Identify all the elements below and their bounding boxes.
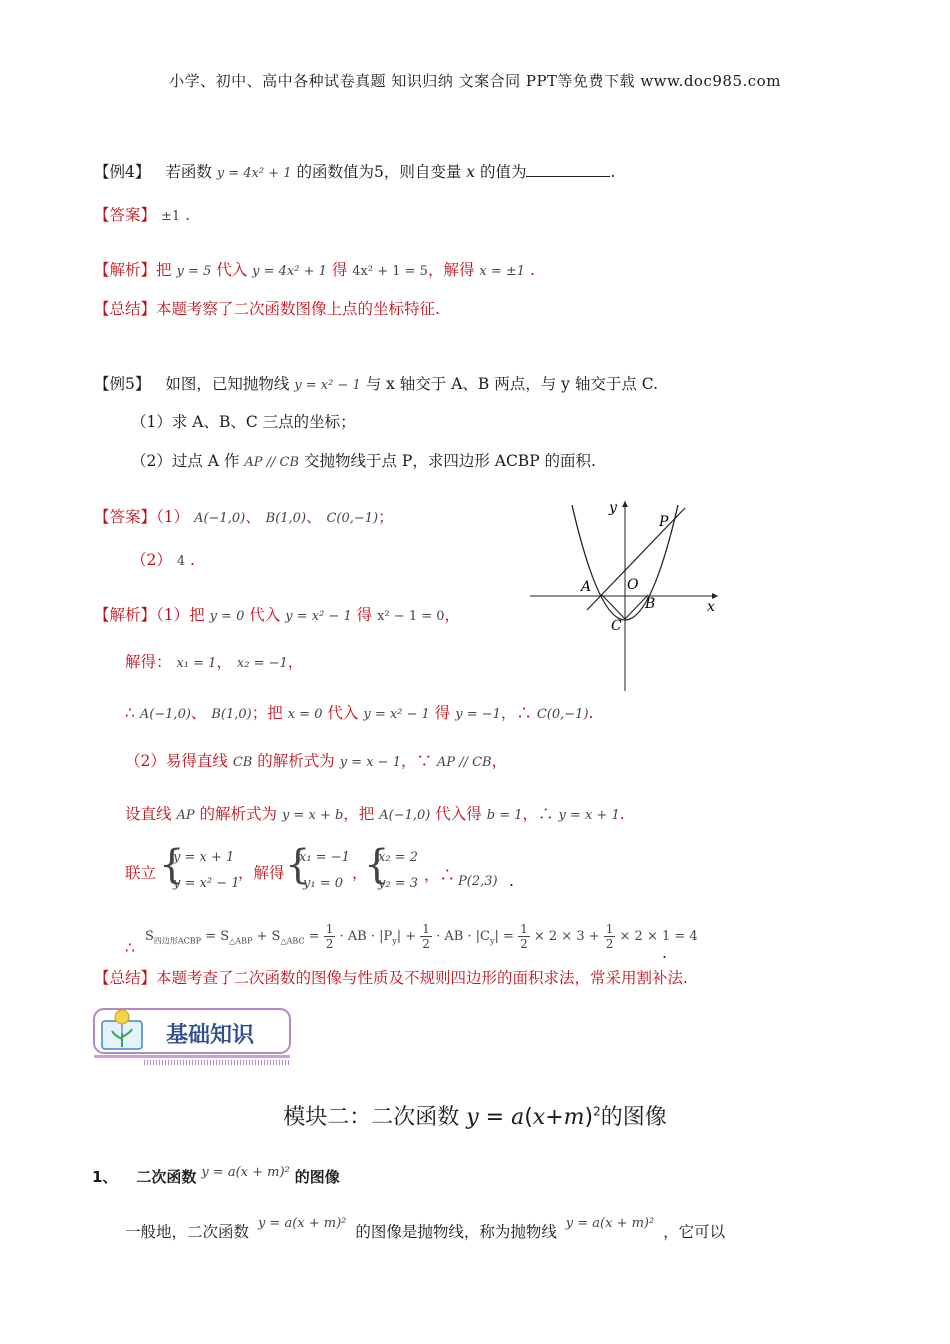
page-header: 小学、初中、高中各种试卷真题 知识归纳 文案合同 PPT等免费下载 www.doc985.com xyxy=(169,72,781,90)
math: ) xyxy=(584,1105,594,1130)
text: 代入 xyxy=(327,704,359,722)
module-title xyxy=(0,1100,950,1131)
math: △ABP xyxy=(229,936,253,946)
math: x₂ = −1 xyxy=(236,656,288,671)
end: ； xyxy=(378,508,394,526)
math: ( xyxy=(524,1105,533,1130)
label-C: C xyxy=(611,618,622,634)
comma: ， xyxy=(352,864,368,882)
root1-y: y₁ = 0 xyxy=(303,876,343,891)
solution-5-line2 xyxy=(125,651,303,675)
math: S xyxy=(145,929,154,944)
text: ， xyxy=(444,606,461,624)
fraction-half xyxy=(420,922,432,951)
answer-blank xyxy=(526,160,610,177)
ex5-label: 【例5】 xyxy=(94,375,151,393)
math: y = x + b xyxy=(281,808,344,823)
ans5-C: C(0,−1) xyxy=(326,511,379,526)
text: 、 xyxy=(190,704,207,722)
ex4-text: 若函数 xyxy=(165,163,212,181)
text: 二次函数 xyxy=(136,1168,197,1186)
sol4-eq4: x = ±1 xyxy=(479,264,526,279)
ans5-part2-value: 4 xyxy=(176,554,186,569)
answer-5 xyxy=(94,506,394,530)
label-O: O xyxy=(627,577,639,593)
point-P: P(2,3) xyxy=(458,874,498,889)
section-number: 1、 xyxy=(92,1168,118,1186)
solution-5-line6-label: 联立 xyxy=(125,864,157,882)
sol4-end: . xyxy=(530,261,535,279)
ex5-q2-text: （2）过点 A 作 xyxy=(131,452,240,470)
sol4-eq1: y = 5 xyxy=(176,264,212,279)
math: y xyxy=(392,936,397,946)
text: ， xyxy=(287,653,304,671)
den: 2 xyxy=(605,937,614,951)
brace-left: { xyxy=(159,842,185,888)
text: 设直线 xyxy=(125,805,172,823)
math: y = x − 1 xyxy=(339,755,401,770)
text: 的解析式为 xyxy=(257,752,335,770)
text: ， xyxy=(216,653,232,671)
math: + S xyxy=(252,929,281,944)
text: 的图像 xyxy=(600,1105,667,1130)
system-eq2: y = x² − 1 xyxy=(173,876,240,891)
math: x xyxy=(532,1105,546,1130)
sol5-label: 【解析】 xyxy=(94,606,157,624)
root2-y: y₂ = 3 xyxy=(378,876,418,891)
math: b = 1 xyxy=(486,808,523,823)
text: 的图像是抛物线，称为抛物线 xyxy=(355,1223,557,1241)
text: 一般地，二次函数 xyxy=(125,1223,250,1241)
math: × 2 × 3 + xyxy=(533,929,600,944)
math: × 2 × 1 = 4 xyxy=(619,929,698,944)
solve-text: ，解得 xyxy=(238,864,285,882)
banner-ruler xyxy=(144,1060,290,1065)
root1-x: x₁ = −1 xyxy=(299,850,350,865)
parabola-figure xyxy=(525,495,725,695)
text: 得 xyxy=(356,606,373,624)
ex5-question-2 xyxy=(131,450,596,474)
brace-left: { xyxy=(285,842,311,888)
ex5-text: 如图，已知抛物线 xyxy=(165,375,290,393)
ex4-var: x xyxy=(466,163,476,181)
math: · AB · |P xyxy=(339,929,393,944)
ex5-q2-eq: AP // CB xyxy=(244,455,300,470)
math: = xyxy=(304,929,320,944)
example-5 xyxy=(94,373,658,397)
banner-title: 基础知识 xyxy=(166,1023,255,1048)
math: y = −1 xyxy=(455,707,501,722)
answer-4 xyxy=(94,204,190,228)
den: 2 xyxy=(325,937,334,951)
num: 1 xyxy=(422,922,430,936)
math: y xyxy=(466,1105,479,1130)
math: y = a(x + m)² xyxy=(201,1165,290,1180)
ans5-B: B(1,0) xyxy=(265,511,307,526)
num: 1 xyxy=(520,922,528,936)
ans4-end: . xyxy=(185,206,190,224)
therefore-icon: ∴ xyxy=(125,704,135,722)
ex4-label: 【例4】 xyxy=(94,163,151,181)
math: | = xyxy=(494,929,514,944)
text: ；把 xyxy=(251,704,283,722)
math: A(−1,0) xyxy=(139,707,191,722)
ans5-A: A(−1,0) xyxy=(194,511,246,526)
math: x₁ = 1 xyxy=(176,656,217,671)
text: ，它可以 xyxy=(663,1223,726,1241)
sep: 、 xyxy=(306,508,322,526)
num: 1 xyxy=(325,922,334,936)
label-A: A xyxy=(581,579,592,595)
sum5-text: 本题考查了二次函数的图像与性质及不规则四边形的面积求法，常采用割补法. xyxy=(156,969,688,987)
math: + xyxy=(545,1105,564,1130)
math: = S xyxy=(201,929,230,944)
den: 2 xyxy=(422,937,430,951)
sol4-text2: 代入 xyxy=(216,261,248,279)
therefore-text: ，∴ xyxy=(424,866,456,884)
sum4-text: 本题考察了二次函数图像上点的坐标特征. xyxy=(156,300,440,318)
fraction-half xyxy=(604,922,616,951)
sol4-text4: ，解得 xyxy=(427,261,475,279)
math: · AB · |C xyxy=(436,929,490,944)
sol4-eq3: 4x² + 1 = 5 xyxy=(352,264,428,279)
math: AP // CB xyxy=(436,755,492,770)
text: 模块二：二次函数 xyxy=(283,1105,467,1130)
text: ，∴ xyxy=(500,704,532,722)
sep: 、 xyxy=(245,508,261,526)
math: | + xyxy=(396,929,417,944)
text: . xyxy=(619,805,625,823)
sum5-label: 【总结】 xyxy=(94,969,157,987)
section-banner xyxy=(92,1003,292,1067)
math: x = 0 xyxy=(287,707,323,722)
period: . xyxy=(662,944,667,962)
solution-4 xyxy=(94,259,535,283)
label-P: P xyxy=(659,514,669,530)
num: 1 xyxy=(605,922,614,936)
math: y = x + 1 xyxy=(558,808,620,823)
answer-5-part2 xyxy=(131,549,195,573)
text: 的解析式为 xyxy=(199,805,278,823)
text: 代入 xyxy=(249,606,281,624)
system-eq1: y = x + 1 xyxy=(173,850,235,865)
math: x² − 1 = 0 xyxy=(377,609,445,624)
ex5-equation: y = x² − 1 xyxy=(294,378,361,393)
label-B: B xyxy=(645,596,656,612)
ans5-part1: （1） xyxy=(156,508,190,526)
text: ，∴ xyxy=(522,805,554,823)
math: 四边形ACBP xyxy=(153,936,202,946)
ex5-text2: 与 x 轴交于 A、B 两点，与 y 轴交于点 C. xyxy=(365,375,658,393)
label-y: y xyxy=(609,500,617,516)
text: ，把 xyxy=(343,805,375,823)
math: AP xyxy=(176,808,195,823)
text: 得 xyxy=(434,704,451,722)
solution-5-line4 xyxy=(125,750,507,774)
math: 2 xyxy=(593,1104,601,1119)
math: y = a(x + m)² xyxy=(257,1216,347,1231)
math: y = x² − 1 xyxy=(285,609,352,624)
sum4-label: 【总结】 xyxy=(94,300,157,318)
math: y xyxy=(490,936,495,946)
label-x: x xyxy=(707,599,715,615)
math: B(1,0) xyxy=(211,707,252,722)
math: y = a(x + m)² xyxy=(565,1216,655,1231)
ex4-equation: y = 4x² + 1 xyxy=(216,166,292,181)
math: a xyxy=(511,1105,525,1130)
solution-5-line5 xyxy=(125,803,625,827)
text: 代入得 xyxy=(435,805,482,823)
paragraph-1 xyxy=(125,1213,725,1243)
therefore-icon: ∴ xyxy=(125,939,135,957)
text: 解得： xyxy=(125,653,172,671)
text: . xyxy=(588,704,594,722)
end: . xyxy=(190,551,195,569)
sol4-label: 【解析】 xyxy=(94,261,157,279)
ex4-end: . xyxy=(610,163,616,181)
ans5-label: 【答案】 xyxy=(94,508,157,526)
summary-4 xyxy=(94,298,440,320)
brace-left: { xyxy=(364,842,390,888)
ex5-q2-text2: 交抛物线于点 P，求四边形 ACBP 的面积. xyxy=(303,452,596,470)
text: ， xyxy=(491,752,508,770)
text: 的图像 xyxy=(294,1168,340,1186)
ans5-part2-label: （2） xyxy=(131,551,172,569)
math: = xyxy=(478,1105,512,1130)
ans4-value: ±1 xyxy=(160,209,181,224)
math: △ABC xyxy=(280,936,305,946)
math: A(−1,0) xyxy=(379,808,431,823)
sol4-text3: 得 xyxy=(331,261,348,279)
summary-5 xyxy=(94,967,688,989)
math: y = 0 xyxy=(209,609,245,624)
sol4-eq2: y = 4x² + 1 xyxy=(252,264,327,279)
ans4-label: 【答案】 xyxy=(94,206,157,224)
math: y = x² − 1 xyxy=(363,707,430,722)
solution-5-line3 xyxy=(125,702,593,726)
area-formula xyxy=(145,922,698,951)
solution-5-line1 xyxy=(94,604,460,628)
den: 2 xyxy=(520,937,528,951)
line-AP xyxy=(587,508,685,610)
fraction-half xyxy=(518,922,530,951)
ex4-text2: 的函数值为5，则自变量 xyxy=(296,163,462,181)
example-4 xyxy=(94,160,615,185)
math: CB xyxy=(232,755,253,770)
text: （1）把 xyxy=(156,606,205,624)
because-icon: ，∵ xyxy=(400,752,432,770)
section-1-heading xyxy=(92,1162,340,1188)
fraction-half xyxy=(324,922,336,951)
math: m xyxy=(563,1105,585,1130)
math: C(0,−1) xyxy=(536,707,589,722)
root2-x: x₂ = 2 xyxy=(378,850,418,865)
text: （2）易得直线 xyxy=(125,752,228,770)
sol4-text: 把 xyxy=(156,261,172,279)
period: . xyxy=(509,872,514,890)
ex4-text3: 的值为 xyxy=(479,163,527,181)
ex5-question-1: （1）求 A、B、C 三点的坐标； xyxy=(131,413,356,431)
